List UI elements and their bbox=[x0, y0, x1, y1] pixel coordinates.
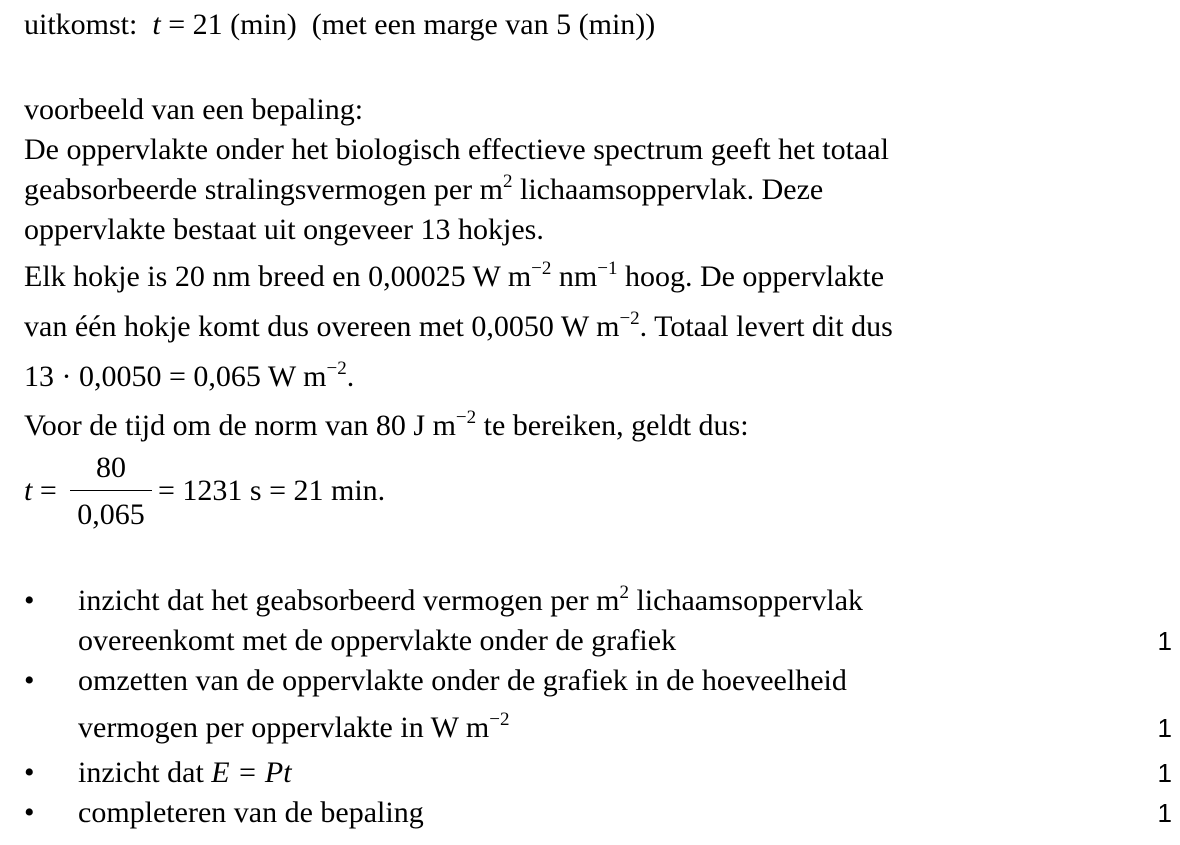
example-paragraph2-line1: Elk hokje is 20 nm breed en 0,00025 W $m^{-2}$ $nm^{-1}$ hoog. De oppervlakte bbox=[24, 258, 885, 293]
criterion-3-bullet: • bbox=[24, 756, 35, 789]
example-paragraph1-line2: geabsorbeerde stralingsvermogen per $m^2$ lichaamsoppervlak. Deze bbox=[24, 171, 824, 206]
criterion-1-bullet: • bbox=[24, 584, 35, 617]
criterion-2-score: 1 bbox=[1157, 713, 1172, 743]
criterion-3-score: 1 bbox=[1157, 758, 1172, 788]
outcome-line bbox=[24, 10, 655, 40]
criterion-2-bullet: • bbox=[24, 664, 35, 697]
criterion-2-line2: vermogen per oppervlakte in W $m^{-2}$ bbox=[78, 709, 510, 744]
outcome-margin: (met een marge van 5 (min)) bbox=[311, 8, 656, 41]
criterion-1-line1: inzicht dat het geabsorbeerd vermogen per $m^2$ lichaamsoppervlak bbox=[78, 582, 864, 617]
example-paragraph2-line2: van één hokje komt dus overeen met 0,0050 W $m^{-2}$. Totaal levert dit dus bbox=[24, 308, 893, 343]
example-paragraph1-line3: oppervlakte bestaat uit ongeveer 13 hokjes. bbox=[24, 213, 544, 246]
criterion-1-line2: overeenkomt met de oppervlakte onder de grafiek bbox=[78, 624, 677, 657]
example-paragraph2-line3: 13 · 0,0050 = 0,065 W $m^{-2}$. bbox=[24, 358, 355, 393]
criterion-3-formula: E = Pt bbox=[211, 756, 292, 789]
example-heading: voorbeeld van een bepaling: bbox=[24, 93, 364, 126]
outcome-value: = 21 (min) bbox=[160, 8, 297, 41]
formula-fraction-bar bbox=[70, 490, 152, 491]
example-paragraph1-line1: De oppervlakte onder het biologisch effectieve spectrum geeft het totaal bbox=[24, 133, 889, 166]
criterion-2-line1: omzetten van de oppervlakte onder de grafiek in de hoeveelheid bbox=[78, 664, 847, 697]
formula-numerator: 80 bbox=[96, 451, 126, 484]
outcome-time-variable: t bbox=[152, 8, 161, 41]
formula-rhs: = 1231 s = 21 min. bbox=[158, 474, 386, 507]
example-paragraph3: Voor de tijd om de norm van 80 J $m^{-2}$ te bereiken, geldt dus: bbox=[24, 407, 749, 442]
formula-denominator: 0,065 bbox=[77, 498, 145, 531]
criterion-4-text: completeren van de bepaling bbox=[78, 796, 424, 829]
criterion-3-text: inzicht dat E = Pt bbox=[78, 756, 292, 789]
criterion-4-bullet: • bbox=[24, 796, 35, 829]
outcome-label: uitkomst: bbox=[24, 8, 138, 41]
criterion-1-score: 1 bbox=[1157, 626, 1172, 656]
formula-lhs: t = bbox=[24, 474, 57, 507]
criterion-4-score: 1 bbox=[1157, 798, 1172, 828]
